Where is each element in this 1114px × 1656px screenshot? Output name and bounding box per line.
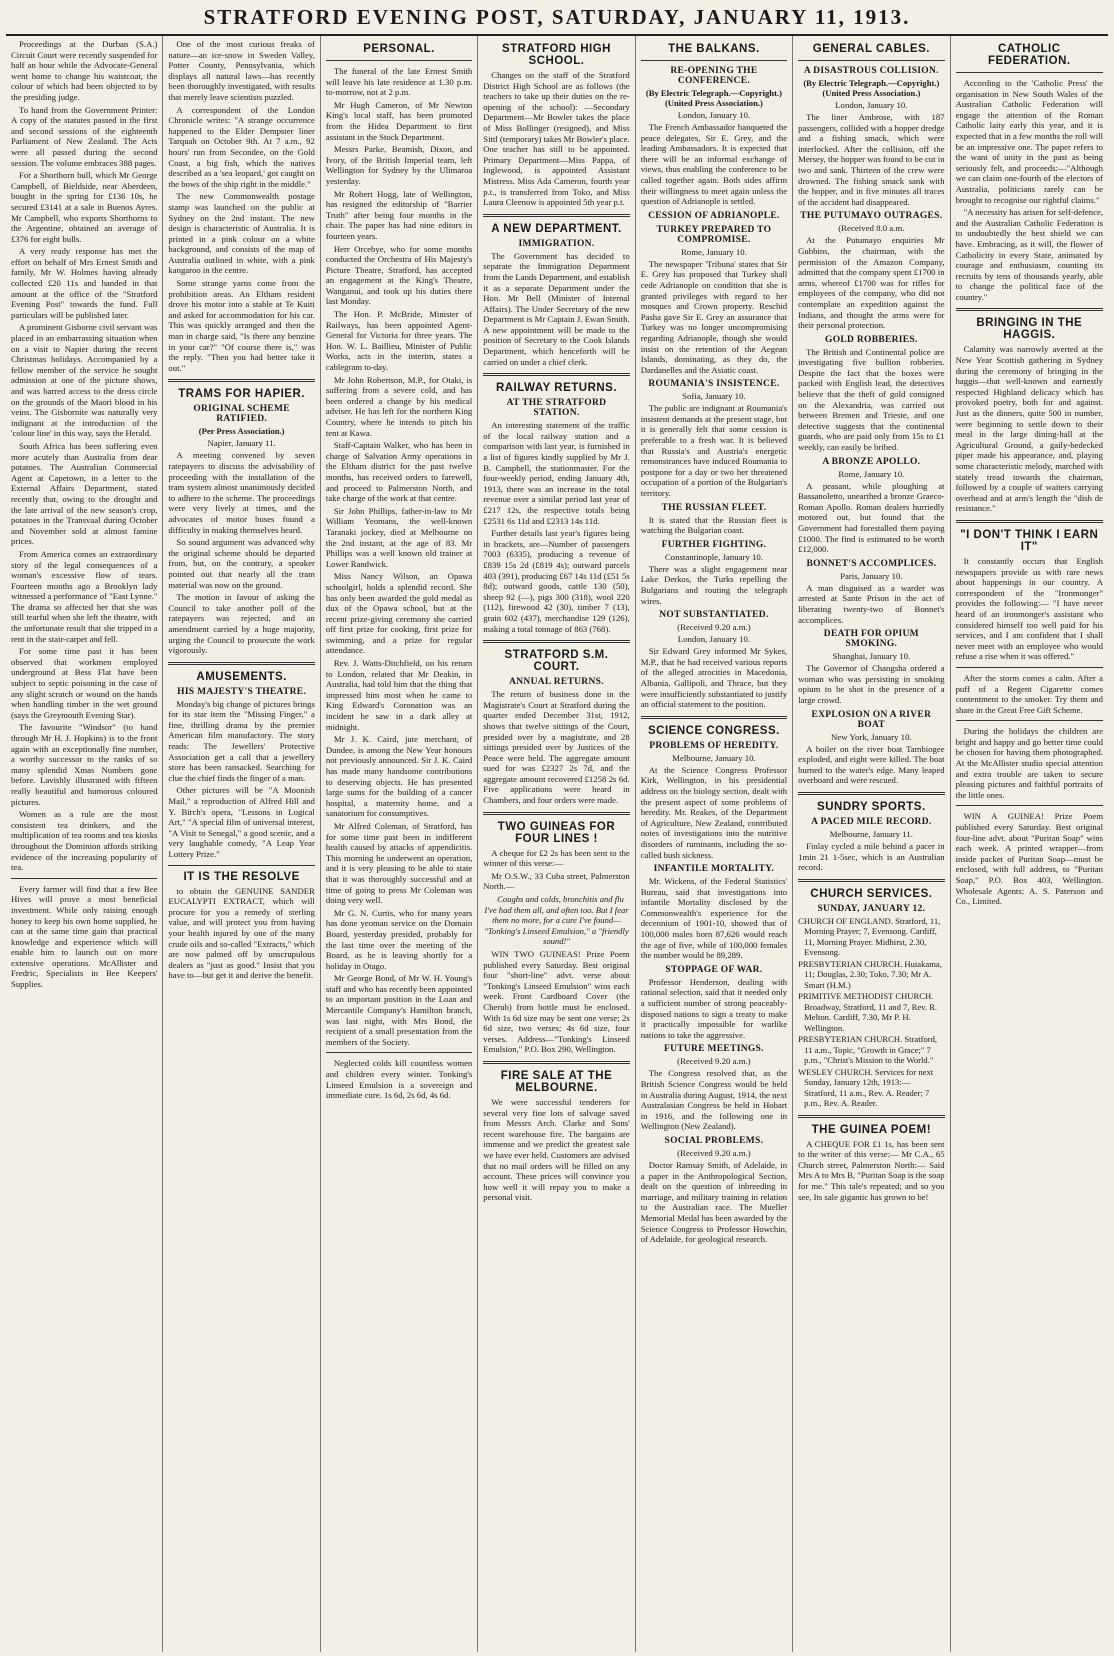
infant-subheading: INFANTILE MORTALITY. [653,864,775,875]
amusements-subheading: HIS MAJESTY'S THEATRE. [177,686,307,697]
service-entry: PRESBYTERIAN CHURCH. Huiakama, 11; Douglas, 2.30; Toko, 7.30; Mr A. Smart (H.M.) [798,958,942,990]
advert-paragraph: Every farmer will find that a few Bee Hives will prove a most beneficial investment. While only raising enough honey to keep his own home supplied, he can at the same time gain that practical knowledge and experience which will enable him to launch out on more extensive operations. McAllister and Fredric, Specialists in Bee Keepers' Supplies. [11,883,158,990]
article-paragraph: At the Putumayo enquiries Mr Gubbins, the chairman, with the permission of the Amazon Company, admitted that the company spent £1700 in arms, whereof £1700 was for rifles for employees of the company, who did not contemplate an expedition against the Indians, and thought the arms were for their personal protection. [798,235,945,331]
advert-paragraph: A cheque for £2 2s has been sent to the winner of this verse:— [483,847,630,869]
fleet-subheading: THE RUSSIAN FLEET. [661,502,767,513]
dateline: New York, January 10. [831,731,912,742]
railway-subheading: AT THE STRATFORD STATION. [506,398,607,419]
article-paragraph: It is stated that the Russian fleet is watching the Bulgarian coast. [640,514,788,536]
received-line: (Received 9.20 a.m.) [677,1147,751,1158]
war-subheading: STOPPAGE OF WAR. [665,964,763,975]
conference-subheading: RE-OPENING THE CONFERENCE. [670,66,758,86]
balkans-heading: THE BALKANS. [668,43,760,55]
divider [956,72,1103,73]
roumania-subheading: ROUMANIA'S INSISTENCE. [648,379,780,390]
column-7 [951,36,1108,1652]
article-paragraph: One of the most curious freaks of nature—an ice-snow in Sweden Valley, Potter County, Pennsylvania, which displays all natural laws—has recently been thoroughly investigated, with results that merely leave scientists puzzled. [168,39,315,102]
masthead [6,0,1108,36]
dateline: London, January 10. [677,110,751,120]
advert-paragraph: WIN TWO GUINEAS! Prize Poem published every Saturday. Best original four "short-line" advt. verse about "Tonking's Linseed Emulsion" wins each week. Front Cardboard Cover (the Cherub) from bottle must be enclosed. With 1s 6d size may be sent one verse; 2s 6d size, two verses; 4s 6d size, four verses. Address—"Tonking's Linseed Emulsion," P.O. Box 290, Wellington. [483,949,630,1055]
guineas-verse: Coughs and colds, bronchitis and flu I've had them all, and often too. But I fear them no more, for a cure I've found— "Tonking's Linseed Emulsion," a "friendly sound!" [484,894,629,947]
received-line: (Received 9.20 a.m.) [677,622,751,633]
article-paragraph: Mr Robert Hogg, late of Wellington, has resigned the editorship of "Barrier Truth" after being four months in the chair. The paper has had nine editors in fourteen years. [325,188,473,241]
court-heading: STRATFORD S.M. COURT. [504,649,609,674]
article-paragraph: It constantly occurs that English newspapers provide us with rare news about happenings in our country. A correspondent of the "Ironmonger" provides the following:— "I have never heard of an ironmonger's assistant who considered himself too well paid for his services, and I am confident that I shall never meet with an employee who would refuse a rise when it was offered." [955,555,1103,662]
dateline: Melbourne, January 10. [672,752,756,763]
article-paragraph: Sir Edward Grey informed Mr Sykes, M.P., that he had received various reports of the alleged atrocities in Macedonia, Albania, Gallipoli, and Thrace, but they were insufficiently substantiated to justify an official statement to the position. [640,646,788,710]
received-line: (Received 9.20 a.m.) [677,1056,751,1067]
divider [798,60,944,61]
advert-paragraph: Mr O.S.W., 33 Cuba street, Palmerston North.— [483,870,630,892]
court-subheading: ANNUAL RETURNS. [509,677,604,688]
article-paragraph: Proceedings at the Durban (S.A.) Circuit Court were recently suspended for half an hour while the Advocate-General went home to change his waistcoat, the colour of which had been objected to by the presiding judge. [11,39,158,102]
article-paragraph: A meeting convened by seven ratepayers to discuss the advisability of proceeding with the installation of the tram system almost unanimously decided to adhere to the scheme. The proceedings were very lively at times, and the advocates of motor buses found a difficulty in making themselves heard. [168,450,315,535]
article-paragraph: Mr George Bond, of Mr W. H. Young's staff and who has recently been appointed to an important position in the Loan and Mercantile Company's Hamilton branch, was last night, with Mrs Bond, the recipient of a small presentation from the members of the Society. [325,973,473,1047]
haggis-heading: BRINGING IN THE HAGGIS. [976,317,1083,342]
article-paragraph: The motion in favour of asking the Council to take another poll of the ratepayers was rejected, and an amendment carried by a huge majority, urging the Council to prosecute the work vigorously. [168,592,315,656]
article-paragraph: Mr G. N. Curtis, who for many years has done yeoman service on the Domain Board, yesterday presided, probably for the last time over the meeting of the Board, as he is leaving shortly for a holiday in Otago. [325,907,473,971]
social-subheading: SOCIAL PROBLEMS. [664,1135,764,1146]
railway-heading: RAILWAY RETURNS. [495,382,618,395]
resolve-heading: IT IS THE RESOLVE [183,870,300,883]
divider [956,308,1103,311]
dateline: Rome, January 10. [680,246,747,257]
article-paragraph: Some strange yarns come from the prohibition areas. An Eltham resident drove his motor into a stable at Te Kuiti and asked for accommodation for his car. This was quickly arranged and then the man in charge said, "Is there any benzine in your car?" "Of course there is," was the reply. "Then you had better take it out." [168,278,315,373]
earn-heading: "I DON'T THINK I EARN IT" [960,528,1099,553]
trams-subheading: ORIGINAL SCHEME RATIFIED. [193,404,290,425]
article-paragraph: A prominent Gisborne civil servant was placed in an embarrassing situation when on a visit to Napier during the recent Christmas holidays. Accompanied by a fellow member of the service he sought admission at one of the picture shows, and was barred access to the dress circle on the grounds of the Maori blood in his veins. The Gisbornite was naturally very indignant at the introduction of the 'colour line' in this way, says the Herald. [11,322,158,439]
article-paragraph: Other pictures will be "A Moonish Mail," a reproduction of Alfred Hill and Y. Birch's opera, "Lessons in Logical Art," "A special film of universal interest, "A Visit to Senegal," a good scenic, and a very laughable comedy, "A Leap Year Lottery Prize." [168,785,315,859]
article-paragraph: An interesting statement of the traffic of the local railway station and a comparison with last year, is furnished in a list of figures kindly supplied by Mr J. B. Campbell, the stationmaster. For the four-weekly period, ending January 4th, 1913, there was an increase in the total revenue over a similar period last year of £217 12s, the respective totals being £2531 6s 11d and £2313 14s 11d. [483,420,630,526]
cession-subheading: CESSION OF ADRIANOPLE. [648,210,780,221]
masthead-title: STRATFORD EVENING POST, SATURDAY, JANUARY 11, 1913. [203,4,911,29]
new-department-subheading: IMMIGRATION. [518,238,595,249]
article-paragraph: Further details last year's figures being in brackets, are—Number of passengers 7003 (6335), producing a revenue of £839 15s 2d (£819 4s); outward parcels 403 (391), producing £67 14s 11d (£51 5s 8d); outward goods, cattle 130 (50), sheep 92 (—), pigs 300 (318), wool 220 (112), firewood 42 (30), timber 7 (13), grain 602 (437), merchandise 129 (126), making a total tonnage of 863 (768). [483,528,630,634]
article-paragraph: Mr J. K. Caird, jute merchant, of Dundee, is among the New Year honours not previously announced. Sir J. K. Caird has made many handsome contributions to deserving objects. He has presented large sums for the building of a cancer hospital, a maternity home, and a sanatorium for consumptives. [325,734,473,819]
high-school-heading: STRATFORD HIGH SCHOOL. [501,43,611,67]
article-paragraph: Monday's big change of pictures brings for its star item the "Missing Finger," a fine, thrilling drama by the premier American film manufactory. The story reads: The Jewellers' Protective Association get a call that a jewellery store has been ransacked. Searching for clue the chief finds the finger of a man. [168,698,315,783]
article-paragraph: The newspaper 'Tribuna' states that Sir E. Grey has proposed that Turkey shall cede Adrianople on condition that she is granted privileges with regard to her mosques and Crown property. Reschid Pasha gave Sir E. Grey an assurance that Turkey was no longer uncompromising regarding Adrianople, though she would insist on the retention of the Aegean Islands, dominating, as they do, the Dardanelles and the Asiatic coast. [640,258,788,375]
article-paragraph: Rev. J. Watts-Ditchfield, on his return to London, related that Mr Deakin, in Australia, had told him that the thing that impressed him most when he came to King Edward's Coronation was an incident he saw in a dark alley at midnight. [325,658,473,732]
agency-line: (By Electric Telegraph.—Copyright.) (United Press Association.) [645,88,782,108]
catholic-heading: CATHOLIC FEDERATION. [987,43,1071,67]
article-paragraph: According to the 'Catholic Press' the organisation in New South Wales of the Australian Catholic Federation will engage the attention of the Roman Catholic laity early this year, and it is expected that in a few months the roll will be an impressive one. The paper refers to the want of unity in the past as being seriously felt, and proceeds:—"Although we can claim one-fourth of the electors of Australia, politicians rarely can be brought to recognise our rightful claims." [955,78,1103,205]
article-paragraph: Mr Alfred Coleman, of Stratford, has for some time past been in indifferent health caused by attacks of appendicitis. This morning he underwent an operation, and it is very pleasing to be able to state that it was thoroughly successful and at time of going to press Mr Coleman was doing very well. [325,820,473,906]
divider [798,879,944,882]
divider [641,716,787,719]
article-paragraph: The new Commonwealth postage stamp was launched on the public at Sydney on the 2nd instant. The new design is characteristic of Australia. It is printed in a pink colour on a white background, and consists of the map of Australia outlined in white, with a pink kangaroo in the centre. [168,191,315,276]
article-paragraph: "A necessity has arisen for self-defence, and the Australian Catholic Federation is to undoubtedly the best shield we can have. Embracing, as it will, the flower of Catholicity in every State, animated by courage and enthusiasm, counting its recruits by tens of thousands yearly, able to change the political face of the country." [955,207,1103,302]
gold-subheading: GOLD ROBBERIES. [825,334,918,345]
cables-heading: GENERAL CABLES. [812,43,930,55]
divider [326,60,472,61]
divider [956,720,1103,721]
article-paragraph: A man disguised as a warder was arrested at Sante Prison in the act of liberating twenty-two of Bonnet's accomplices. [798,582,945,625]
article-paragraph: Messrs Parke, Beamish, Dixon, and Ivory, of the British Imperial team, left Wellington for Sydney by the Ulimaroa yesterday. [325,144,473,186]
dateline: Constantinople, January 10. [664,551,764,562]
divider [956,667,1103,668]
article-paragraph: The Congress resolved that, as the British Science Congress would be held in Australia during August, 1914, the next Australasian Congress be held in Hobart in 1916, and the following one in Wellington (New Zealand). [640,1068,788,1132]
article-paragraph: From America comes an extraordinary story of the legal consequences of a woman's excessive flow of tears. Fourteen months ago a Brooklyn lady witnessed a performance of "East Lynne." The drama so affected her that she was still tearful when she left the theatre, with the unfortunate result that she tripped in a rent in the stair-carpet and fell. [11,548,158,644]
dateline: Rome, January 10. [838,468,905,479]
divider [168,865,314,866]
putumayo-subheading: THE PUTUMAYO OUTRAGES. [800,211,943,222]
divider [168,662,314,665]
article-paragraph: The Governor of Changsha ordered a woman who was persisting in smoking opium to be shot in the presence of a large crowd. [798,663,945,705]
article-paragraph: For a Shorthorn bull, which Mr George Campbell, of Bieldside, near Aberdeen, bought in the spring for £136 10s, he secured £3141 at a sale in Buenos Ayres. Mr Campbell, who exports Shorthorns to the Argentine, obtained an average of £376 for eight bulls. [11,170,158,244]
article-paragraph: Staff-Captain Walker, who has been in charge of Salvation Army operations in the Eltham district for the past twelve months, has received orders to farewell, and proceed to Palmerston North, and take charge of the work at that centre. [325,440,473,504]
divider [168,379,314,382]
guinea-poem-heading: THE GUINEA POEM! [811,1123,932,1136]
article-paragraph: There was a slight engagement near Lake Derkos, the Turks repelling the Bulgarians and routing the telegraph wires. [640,563,788,606]
personal-heading: PERSONAL. [363,43,435,55]
trams-dateline: Napier, January 11. [207,438,276,449]
article-paragraph: Mr. Wickens, of the Federal Statistics' Bureau, said that investigations into infantile Mortality disclosed by the Commonwealth's experience for the decennium of 1901-10, showed that of 100,000 males born 87,626 would reach the age of five, while of 100,000 females the number would be 89,289. [640,876,788,961]
guineas-heading: TWO GUINEAS FOR FOUR LINES ! [497,820,616,845]
dateline: London, January 10. [835,100,908,110]
meetings-subheading: FUTURE MEETINGS. [664,1044,764,1055]
article-paragraph: The British and Continental police are investigating five bullion robberies. Despite the fact that the boxes were packed with English lead, the detectives believe that the theft of gold consigned on the Alexandria, was carried out between Bremen and Trieste, and one detective suggests that the continental guards, who are paid only from 15s to £1 weekly, can easily be bribed. [798,346,945,453]
apollo-subheading: A BRONZE APOLLO. [822,456,921,467]
columns [6,36,1108,1652]
collision-subheading: A DISASTROUS COLLISION. [803,66,939,76]
dateline: London, January 10. [677,634,751,645]
boat-subheading: EXPLOSION ON A RIVER BOAT [811,709,932,730]
column-3 [321,36,478,1652]
article-paragraph: For some time past it has been observed that workmen employed underground at Bess Flat have been subject to septic poisoning in the case of any slight scratch or wound on the hands when handling timber in the wet ground (says the Greymouth Evening Star). [11,646,158,720]
received-line: (Received 8.0 a.m. [838,223,905,234]
article-paragraph: Doctor Ramsay Smith, of Adelaide, in a paper in the Anthropological Section, dealt on the question of inbreeding in marriage, and military training in relation to the Australian race. The Mueller Memorial Medal has been awarded by the Science Congress to Professor Howchin, of Adelaide, for geological research. [640,1159,788,1245]
column-4 [478,36,635,1652]
advert-paragraph: During the holidays the children are bright and happy and go better time could be chosen for having them photographed. At the McAllister studio special attention and extra trouble are taken to secure pleasing pictures and faithful portraits of the little ones. [955,726,1103,800]
article-paragraph: Miss Nancy Wilson, an Opawa schoolgirl, holds a splendid record. She has only been awarded the gold medal as dux of the Opawa school, but at the recent prize-giving ceremony she carried off first prize for cooking, first prize for swimming, and a prize for regular attendance. [325,571,473,656]
article-paragraph: Changes on the staff of the Stratford District High School are as follows (the teachers to take up their duties on the re-opening of the school): —Secondary Department—Mr Bowler takes the place of Miss Bollinger (resigned), and Miss Sittl (temporary) takes Mr Bowler's place. One teacher has still to be appointed. Primary Department—Miss Pappa, of Inglewood, is appointed Assistant Mistress. Miss Ada Cameron, fourth year p.t., is transferred from Toko, and Miss Laura Cleenow is appointed 5th year p.t. [483,70,630,208]
article-paragraph: The liner Ambrose, with 187 passengers, collided with a hopper dredge and a fishing smack, which were interlocked. After the collision, off the Mersey, the hopper was found to be cut in two and sank. Thirteen of the crew were drowned. The fishing smack sank with the hopper, and in five minutes all traces of the accident had disappeared. [798,112,945,207]
service-entry: WESLEY CHURCH. Services for next Sunday, January 12th, 1913:— Stratford, 11 a.m., Rev. A. Reader; 7 p.m., Rev. A. Reader. [798,1066,934,1109]
church-date: SUNDAY, JANUARY 12. [817,903,926,914]
dateline: Paris, January 10. [840,570,903,581]
article-paragraph: Women as a rule are the most consistent tea drinkers, and the multiplication of tea rooms and tea kiosks throughout the Dominion affords striking evidence of the increasing popularity of tea. [11,809,158,873]
article-paragraph: To hand from the Government Printer: A copy of the statutes passed in the first and second sessions of the eighteenth Parliament of New Zealand. The Acts were all passed during the second session. The volume embraces 388 pages. [11,104,158,168]
turkey-subheading: TURKEY PREPARED TO COMPROMISE. [656,224,772,245]
advert-paragraph: to obtain the GENUINE SANDER EUCALYPTI EXTRACT, which will procure for you a remedy of sterling value, and will protect you from having your health injured by one of the many crude oils and so-called "Extracts," which are now palmed off by unscrupulous dealers as "just as good." Insist that you have to—but get it and derive the benefit. [168,885,315,981]
article-paragraph: The Government has decided to separate the Immigration Department from the Lands Department, and establish it as a separate Department under the Hon. Mr Bell (Minister of Internal Affairs). The Under Secretary of the new Department is Mr Captain J. Ewan Smith. A new appointment will be made to the position of Secretary to the Cook Islands Department, which henceforth will be carried on under a chief clerk. [483,250,630,367]
service-entry: PRESBYTERIAN CHURCH. Stratford, 11 a.m., Topic, "Growth in Grace;" 7 p.m., "Christ's Mission to the World." [798,1034,938,1066]
church-heading: CHURCH SERVICES. [810,887,933,900]
article-paragraph: Sir John Phillips, father-in-law to Mr William Yeomans, the well-known Taranaki jockey, died at Melbourne on the 2nd instant, at the age of 83. Mr Phillips was a well known old trainer at Lower Randwick. [325,505,473,569]
article-paragraph: So sound argument was advanced why the original scheme should be departed from, but, on the contrary, a speaker pointed out that nearly all the tram material was now on the ground. [168,537,315,590]
divider [483,812,629,815]
trams-heading: TRAMS FOR HAPIER. [178,388,305,401]
article-paragraph: Mr Hugh Cameron, of Mr Newton King's local staff, has been promoted from the Hidea Department to first assistant in the Stock Department. [325,99,473,142]
column-1 [6,36,163,1652]
advert-paragraph: After the storm comes a calm. After a puff of a Regent Cigarette comes contentment to the smoker. Try them and share in the Great Free Gift Scheme. [955,672,1103,715]
divider [483,1061,629,1064]
article-paragraph: The favourite "Windsor" (to hand through Mr H. J. Hopkins) is to the front again with an exceptionally fine number, a worthy successor to the ranks of so many splendid Xmas Numbers gone before. Lavishly illustrated with fifteen really beautiful and humorous coloured pictures. [11,722,158,807]
service-entry: CHURCH OF ENGLAND. Stratford, 11, Morning Prayer; 7, Evensong. Cardiff, 11, Morning Prayer. Midhirst, 2.30, Evensong. [798,915,941,958]
article-paragraph: A very ready response has met the effort on behalf of Mrs Ernest Smith and family, Mr W. Holmes having already collected £20 11s and handed in that amount at the office of the "Stratford Evening Post" towards the fund. Full particulars will be published later. [11,246,158,320]
article-paragraph: Herr Orcebye, who for some months conducted the Orchestra of His Majesty's Picture Theatre, Stratford, has accepted an engagement at the King's Theatre, Wanganui, and took up his duties there last Monday. [325,243,473,307]
divider [956,520,1103,523]
advert-paragraph: Neglected colds kill countless women and children every winter. Tonking's Linseed Emulsion is a sovereign and immediate cure. 1s 6d, 2s 6d, 4s 6d. [325,1058,473,1101]
trams-agency: (Per Press Association.) [198,426,285,437]
article-paragraph: The French Ambassador banqueted the peace delegates, Sir E. Grey, and the leading Ambassadors. It is expected that there will be an informal exchange of views, thus enabling the conference to be called together again. Both sides affirm their willingness to meet again unless the question of Adrianople is settled. [640,122,788,207]
dateline: Shanghai, January 10. [832,651,911,662]
article-paragraph: The funeral of the late Ernest Smith will leave his late residence at 1.30 p.m. to-morrow, not at 2 p.m. [325,66,473,98]
agency-line: (By Electric Telegraph.—Copyright.) (United Press Association.) [803,78,940,98]
divider [11,878,157,879]
article-paragraph: The Hon. P. McBride, Minister of Railways, has been appointed Agent-General for Victoria for three years. The Hon. W. L. Baillieu, Minister of Public Works, acts in the interim, states a cablegram to-day. [325,309,473,373]
article-paragraph: South Africa has been suffering even more acutely than Australia from dear potatoes. The Australian Commercial Agent at Capetown, in a letter to the External Affairs Department, stated recently that, owing to the drought and the late arrival of the new season's crop, potatoes in the Transvaal during October and November sold at almost famine prices. [11,440,158,547]
column-2 [163,36,320,1652]
amusements-heading: AMUSEMENTS. [196,670,287,683]
article-paragraph: The public are indignant at Roumania's insistent demands at the present stage, but it is generally felt that some cession is preferable to a fresh war. It is believed that Russia's and Austria's energetic remonstrances have induced Roumania to postpone for a day or two her threatened occupation of a portion of the Bulgarian's territory. [640,403,788,499]
heredity-subheading: PROBLEMS OF HEREDITY. [649,740,779,751]
service-entry: PRIMITIVE METHODIST CHURCH. Broadway, Stratford, 11 and 7, Rev. R. Melton. Cardiff, 7.30, Mr P. H. Wellington. [798,991,938,1033]
divider [641,60,787,61]
bonnet-subheading: BONNET'S ACCOMPLICES. [806,558,937,569]
dateline: Melbourne, January 11. [829,828,913,839]
fire-sale-heading: FIRE SALE AT THE MELBOURNE. [500,1069,613,1094]
article-paragraph: Calamity was narrowly averted at the New Year Scottish gathering in Sydney during the ceremony of bringing in the haggis—that well-known and earnestly respected Highland delicacy which has provoked poetry, both for and against. Just as the dinners, quite 500 in number, were beginning to settle down to their meal in the large dining-hall at the Agricultural Ground, a gaily-bedecked piper made his appearance, and, playing some characteristic melody, marched with stately tread towards the chairman, followed by a couple of waiters carrying overhead and at arm's length the "dish de resistance." [955,344,1103,514]
opium-subheading: DEATH FOR OPIUM SMOKING. [823,629,919,650]
divider [798,792,944,795]
column-6 [793,36,950,1652]
substantiated-subheading: NOT SUBSTANTIATED. [659,610,769,621]
divider [483,640,629,643]
divider [956,805,1103,806]
divider [798,1115,944,1118]
advert-paragraph: A CHEQUE FOR £1 1s, has been sent to the writer of this verse:— Mr C.A., 65 Church street, Palmerston North:— Said Mrs A to Mrs B, "Puritan Soap is the soap for me." This tale's repeated; and so you see, Its sale gigantic has grown to be! [798,1138,945,1202]
article-paragraph: Mr John Robertson, M.P., for Otaki, is suffering from a severe cold, and has been ordered a change by his medical adviser. He has left for the northern King Country, where he intends to pitch his tent at Kawa. [325,374,473,438]
advert-paragraph: We were successful tenderers for several very fine lots of salvage saved from Messrs Arch. Clarke and Sons' recent warehouse fire. The bargains are immense and we predict the greatest sale we have ever held. Customers are advised that no mail orders will be filled on any account. These prices will convince you how well it will repay you to make a personal visit. [483,1096,630,1203]
divider [326,1052,472,1053]
new-department-heading: A NEW DEPARTMENT. [491,222,622,235]
pace-subheading: A PACED MILE RECORD. [811,816,932,827]
article-paragraph: Professor Henderson, dealing with rational selection, said that it needed only a sufficient number of strong peaceably-disposed nations to sign a treaty to make it practically impossible for warlike nations to take the aggressive. [640,976,788,1040]
article-paragraph: A boiler on the river boat Tambiogee exploded, and eight were killed. The boat burned to the water's edge. Many leaped overboard and were rescued. [798,743,945,786]
article-paragraph: Finlay cycled a mile behind a pacer in 1min 21 1-5sec, which is an Australian record. [798,840,945,873]
divider [483,373,629,376]
science-heading: SCIENCE CONGRESS. [648,724,780,737]
divider [483,214,629,217]
article-paragraph: At the Science Congress Professor Kirk, Wellington, in his presidential address on the biology section, dealt with the present aspect of some problems of heredity. Mr. Reakes, of the Department of Agriculture, New Zealand, contributed notes of investigations into the nutritive disorders of ruminants, including the so-called bush sickness. [640,764,788,860]
column-5 [636,36,793,1652]
article-paragraph: The return of business done in the Magistrate's Court at Stratford during the quarter ended December 31st, 1912, shows that twelve sittings of the Court, presided over by a magistrate, and 28 sittings presided over by Justices of the Peace were held. The aggregate amount sued for was £2327 2s 7d, and the aggregate amount recovered £1258 2s 6d. Five applications were heard in Chambers, and four orders were made. [483,689,630,806]
fighting-subheading: FURTHER FIGHTING. [661,539,767,550]
sports-heading: SUNDRY SPORTS. [817,800,926,813]
article-paragraph: A peasant, while ploughing at Bassanoletto, unearthed a bronze Graeco-Roman Apollo. Roman dealers hurriedly motored out, but found that the Government had forestalled them paying £1000. The find is estimated to be worth £12,000. [798,480,945,555]
article-paragraph: A correspondent of the London Chronicle writes: "A strange occurrence happened to the Elder Dempster liner Tarquah on October 9th. At 7 a.m., 92 hours' run from Secondee, on the Gold Coast, a big fish, which the natives described as a 'sea leopard,' got caught on the bows of the ship right in the middle." [168,104,315,189]
dateline: Sofia, January 10. [682,391,746,402]
advert-paragraph: WIN A GUINEA! Prize Poem published every Saturday. Best original four-line advt. about "Puritan Soap" wins each week. A printed wrapper—from inside packet of Puritan Soap—must be enclosed, with full address, to "Puritan Soap," P.O. Box 403, Wellington. Wholesale Agents: A. S. Paterson and Co., Limited. [955,811,1103,907]
